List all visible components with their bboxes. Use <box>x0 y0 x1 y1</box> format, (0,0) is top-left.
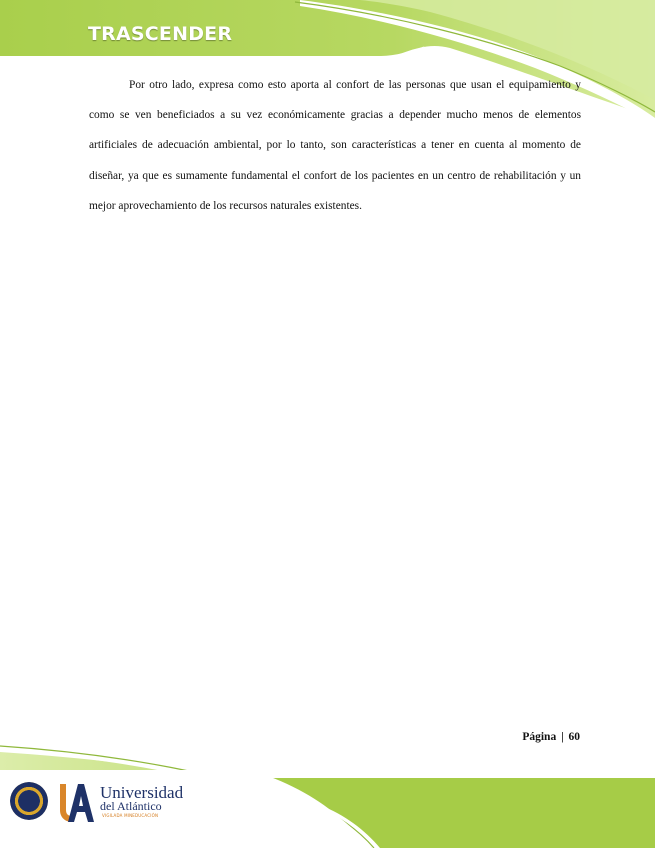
page-number-value: 60 <box>568 731 580 743</box>
body-text <box>89 70 581 221</box>
university-name-line2: del Atlántico <box>100 799 162 813</box>
university-seal-icon <box>10 782 48 820</box>
page-number <box>522 731 580 743</box>
header-title: TRASCENDER <box>88 23 233 45</box>
page-separator: | <box>561 731 564 743</box>
university-logo <box>10 778 210 826</box>
page-label: Página <box>522 731 557 743</box>
ua-monogram-icon <box>56 780 96 824</box>
paragraph: Por otro lado, expresa como esto aporta al confort de las personas que usan el equipamiento y como se ven beneficiados a su vez económicamente gracias a depender mucho menos de elementos artificiales de adecuación ambiental, por lo tanto, son características a tener en cuenta al momento de diseñar, ya que es sumamente fundamental el confort de los pacientes en un centro de rehabilitación y un mejor aprovechamiento de los recursos naturales existentes. <box>89 79 581 212</box>
university-name-line1: Universidad <box>100 783 184 802</box>
university-tagline: VIGILADA MINEDUCACIÓN <box>102 813 159 818</box>
